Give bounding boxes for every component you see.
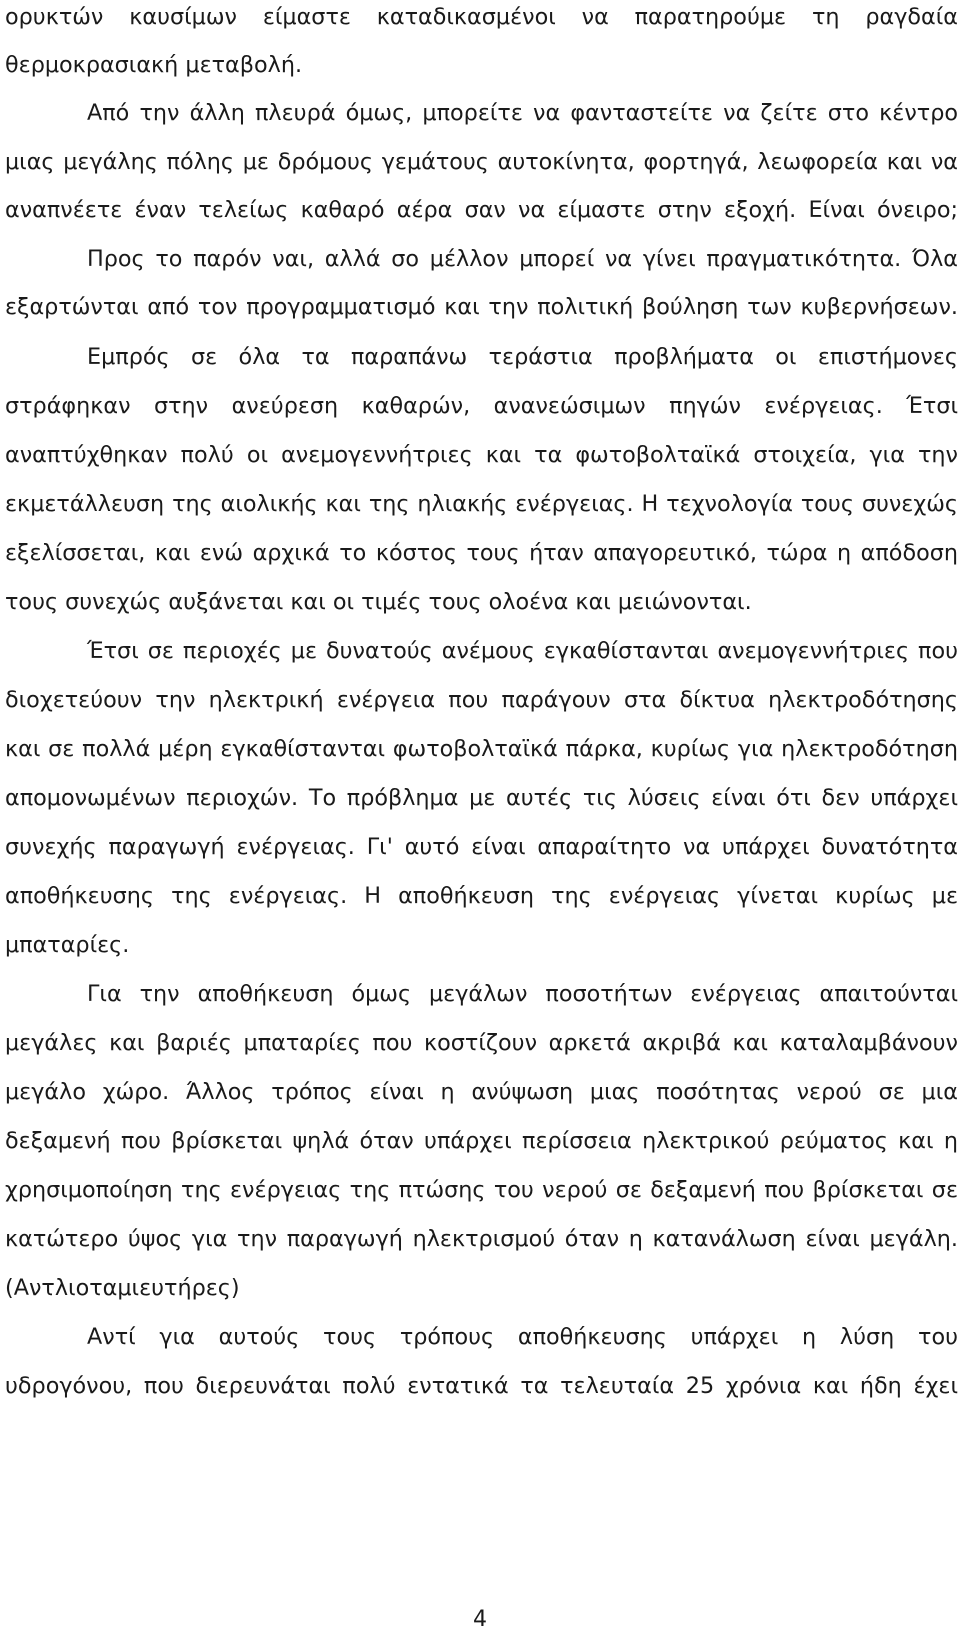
- paragraph-first-line: Για την αποθήκευση όμως μεγάλων ποσοτήτων ενέργειας απαιτούνται: [87, 981, 958, 1007]
- text-line: (Αντλιοταμιευτήρες): [5, 1275, 240, 1301]
- text-line: μεγάλο χώρο. Άλλος τρόπος είναι η ανύψωση μιας ποσότητας νερού σε μια: [5, 1079, 958, 1105]
- text-line: υδρογόνου, που διερευνάται πολύ εντατικά τα τελευταία 25 χρόνια και ήδη έχει: [5, 1373, 958, 1399]
- paragraph-first-line: Έτσι σε περιοχές με δυνατούς ανέμους εγκαθίστανται ανεμογεννήτριες που: [87, 638, 958, 664]
- text-line: μεγάλες και βαριές μπαταρίες που κοστίζουν αρκετά ακριβά και καταλαμβάνουν: [5, 1030, 958, 1056]
- text-line: διοχετεύουν την ηλεκτρική ενέργεια που παράγουν στα δίκτυα ηλεκτροδότησης: [5, 687, 958, 713]
- text-line: τους συνεχώς αυξάνεται και οι τιμές τους ολοένα και μειώνονται.: [5, 589, 752, 615]
- paragraph-first-line: Από την άλλη πλευρά όμως, μπορείτε να φανταστείτε να ζείτε στο κέντρο: [87, 100, 958, 126]
- text-line: συνεχής παραγωγή ενέργειας. Γι' αυτό είναι απαραίτητο να υπάρχει δυνατότητα: [5, 834, 958, 860]
- text-line: εξαρτώνται από τον προγραμματισμό και την πολιτική βούληση των κυβερνήσεων.: [5, 294, 958, 320]
- page-number: 4: [473, 1607, 487, 1632]
- text-line: αναπτύχθηκαν πολύ οι ανεμογεννήτριες και τα φωτοβολταϊκά στοιχεία, για την: [5, 442, 958, 468]
- text-line: εξελίσσεται, και ενώ αρχικά το κόστος τους ήταν απαγορευτικό, τώρα η απόδοση: [5, 540, 958, 566]
- text-line: μπαταρίες.: [5, 932, 130, 958]
- text-line: εκμετάλλευση της αιολικής και της ηλιακής ενέργειας. Η τεχνολογία τους συνεχώς: [5, 491, 958, 517]
- text-line: χρησιμοποίηση της ενέργειας της πτώσης του νερού σε δεξαμενή που βρίσκεται σε: [5, 1177, 958, 1203]
- text-line: στράφηκαν στην ανεύρεση καθαρών, ανανεώσιμων πηγών ενέργειας. Έτσι: [5, 393, 958, 419]
- text-line: ορυκτών καυσίμων είμαστε καταδικασμένοι να παρατηρούμε τη ραγδαία: [5, 4, 958, 30]
- paragraph-first-line: Αντί για αυτούς τους τρόπους αποθήκευσης υπάρχει η λύση του: [87, 1324, 958, 1350]
- paragraph-first-line: Προς το παρόν ναι, αλλά σο μέλλον μπορεί να γίνει πραγματικότητα. Όλα: [87, 246, 958, 272]
- text-line: θερμοκρασιακή μεταβολή.: [5, 52, 303, 78]
- text-line: αποθήκευσης της ενέργειας. Η αποθήκευση της ενέργειας γίνεται κυρίως με: [5, 883, 958, 909]
- text-line: απομονωμένων περιοχών. Το πρόβλημα με αυτές τις λύσεις είναι ότι δεν υπάρχει: [5, 785, 958, 811]
- paragraph-first-line: Εμπρός σε όλα τα παραπάνω τεράστια προβλήματα οι επιστήμονες: [87, 344, 958, 370]
- text-line: κατώτερο ύψος για την παραγωγή ηλεκτρισμού όταν η κατανάλωση είναι μεγάλη.: [5, 1226, 958, 1252]
- text-line: δεξαμενή που βρίσκεται ψηλά όταν υπάρχει περίσσεια ηλεκτρικού ρεύματος και η: [5, 1128, 958, 1154]
- text-line: και σε πολλά μέρη εγκαθίστανται φωτοβολταϊκά πάρκα, κυρίως για ηλεκτροδότηση: [5, 736, 958, 762]
- text-line: μιας μεγάλης πόλης με δρόμους γεμάτους αυτοκίνητα, φορτηγά, λεωφορεία και να: [5, 149, 958, 175]
- text-line: αναπνέετε έναν τελείως καθαρό αέρα σαν να είμαστε στην εξοχή. Είναι όνειρο;: [5, 197, 958, 223]
